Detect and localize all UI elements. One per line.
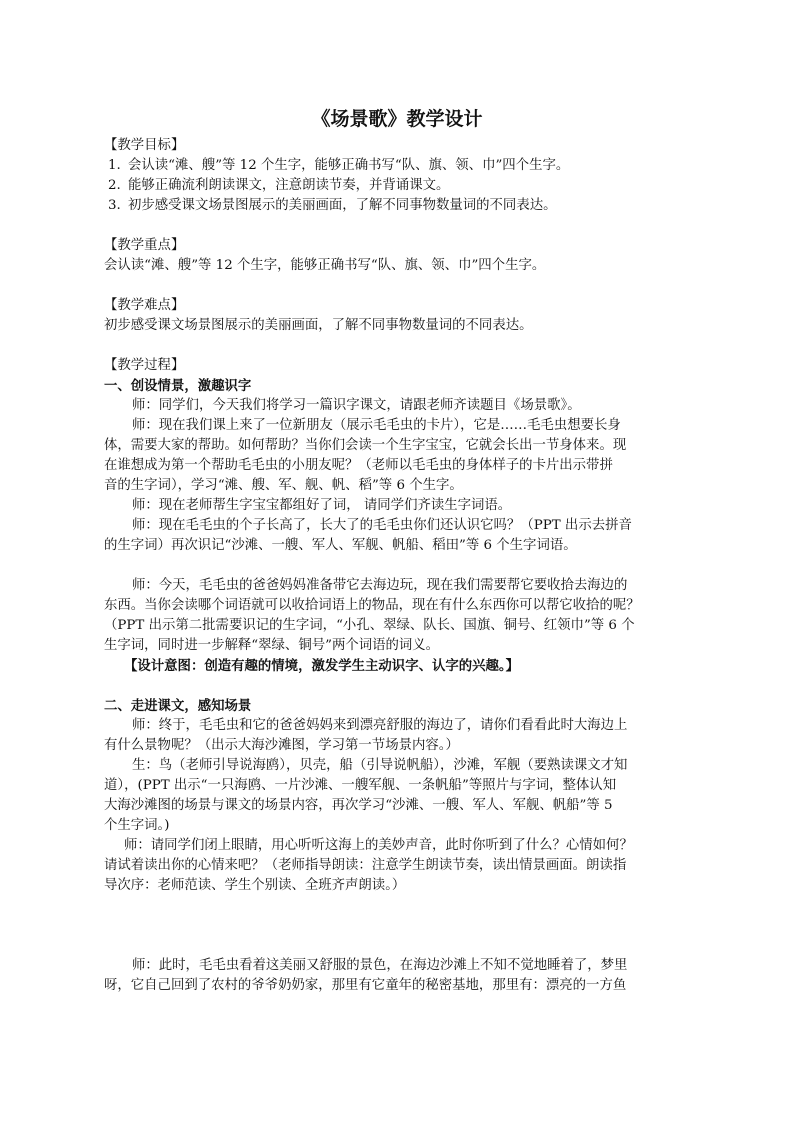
goal-item: 3. 初步感受课文场景图展示的美丽画面，了解不同事物数量词的不同表达。	[108, 198, 557, 213]
paragraph-line: 体，需要大家的帮助。如何帮助？当你们会读一个生字宝宝，它就会长出一节身体来。现	[104, 438, 627, 453]
paragraph-line: 师：今天，毛毛虫的爸爸妈妈准备带它去海边玩，现在我们需要帮它要收拾去海边的	[132, 578, 628, 593]
paragraph-line: 生字词，同时进一步解释“翠绿、铜号”两个词语的词义。	[104, 638, 440, 653]
paragraph-line: （PPT 出示第二批需要识记的生字词，“小孔、翠绿、队长、国旗、铜号、红领巾”等 6 个	[104, 618, 635, 633]
paragraph-line: 道），(PPT 出示“一只海鸥、一片沙滩、一艘军舰、一条帆船”等照片与字词，整体认知	[104, 778, 617, 793]
paragraph-line: 有什么景物呢？（出示大海沙滩图，学习第一节场景内容。）	[104, 738, 459, 753]
paragraph-line: 师：现在毛毛虫的个子长高了，长大了的毛毛虫你们还认识它吗？（PPT 出示去拼音	[132, 518, 632, 533]
paragraph-line: 师：现在我们课上来了一位新朋友（展示毛毛虫的卡片），它是……毛毛虫想要长身	[132, 418, 621, 433]
paragraph-line: 师：请同学们闭上眼睛，用心听听这海上的美妙声音，此时你听到了什么？心情如何？	[124, 838, 633, 853]
key-points-text: 会认读“滩、艘”等 12 个生字，能够正确书写“队、旗、领、巾”四个生字。	[104, 258, 546, 273]
design-intent: 【设计意图：创造有趣的情境，激发学生主动识字、认字的兴趣。】	[124, 658, 520, 674]
paragraph-line: 个生字词。)	[104, 818, 170, 833]
paragraph-line: 生：鸟（老师引导说海鸥），贝壳，船（引导说帆船），沙滩，军舰（要熟读课文才知	[132, 758, 628, 773]
paragraph-line: 的生字词）再次识记“沙滩、一艘、军人、军舰、帆船、稻田”等 6 个生字词语。	[104, 538, 577, 553]
goal-item: 1. 会认读“滩、艘”等 12 个生字，能够正确书写“队、旗、领、巾”四个生字。	[108, 158, 570, 173]
paragraph-line: 在谁想成为第一个帮助毛毛虫的小朋友呢？（老师以毛毛虫的身体样子的卡片出示带拼	[104, 458, 613, 473]
difficulties-text: 初步感受课文场景图展示的美丽画面，了解不同事物数量词的不同表达。	[104, 318, 533, 333]
paragraph-line: 导次序：老师范读、学生个别读、全班齐声朗读。）	[104, 878, 406, 893]
paragraph-line: 师：同学们，今天我们将学习一篇识字课文，请跟老师齐读题目《场景歌》。	[132, 398, 581, 413]
paragraph-line: 呀，它自己回到了农村的爷爷奶奶家，那里有它童年的秘密基地，那里有：漂亮的一方鱼	[104, 978, 627, 993]
paragraph-line: 大海沙滩图的场景与课文的场景内容，再次学习“沙滩、一艘、军人、军舰、帆船”等 5	[104, 798, 613, 813]
paragraph-line: 师：现在老师帮生字宝宝都组好了词， 请同学们齐读生字词语。	[132, 498, 512, 513]
key-points-heading: 【教学重点】	[104, 238, 185, 253]
page-title: 《场景歌》教学设计	[311, 108, 483, 130]
section-2-title: 二、走进课文，感知场景	[104, 698, 252, 714]
goal-item: 2. 能够正确流利朗读课文，注意朗读节奏，并背诵课文。	[108, 178, 450, 193]
process-heading: 【教学过程】	[104, 358, 185, 373]
document-body	[104, 136, 704, 996]
paragraph-line: 师：此时，毛毛虫看着这美丽又舒服的景色，在海边沙滩上不知不觉地睡着了，梦里	[132, 958, 628, 973]
paragraph-line: 师：终于，毛毛虫和它的爸爸妈妈来到漂亮舒服的海边了，请你们看看此时大海边上	[132, 718, 628, 733]
paragraph-line: 请试着读出你的心情来吧？（老师指导朗读：注意学生朗读节奏，读出情景画面。朗读指	[104, 858, 627, 873]
difficulties-heading: 【教学难点】	[104, 298, 185, 313]
section-1-title: 一、创设情景，激趣识字	[104, 378, 252, 394]
paragraph-line: 东西。当你会读哪个词语就可以收拾词语上的物品，现在有什么东西你可以帮它收拾的呢？	[104, 598, 640, 613]
goals-heading: 【教学目标】	[104, 138, 185, 153]
paragraph-line: 音的生字词），学习“滩、艘、军、舰、帆、稻”等 6 个生字。	[104, 478, 463, 493]
